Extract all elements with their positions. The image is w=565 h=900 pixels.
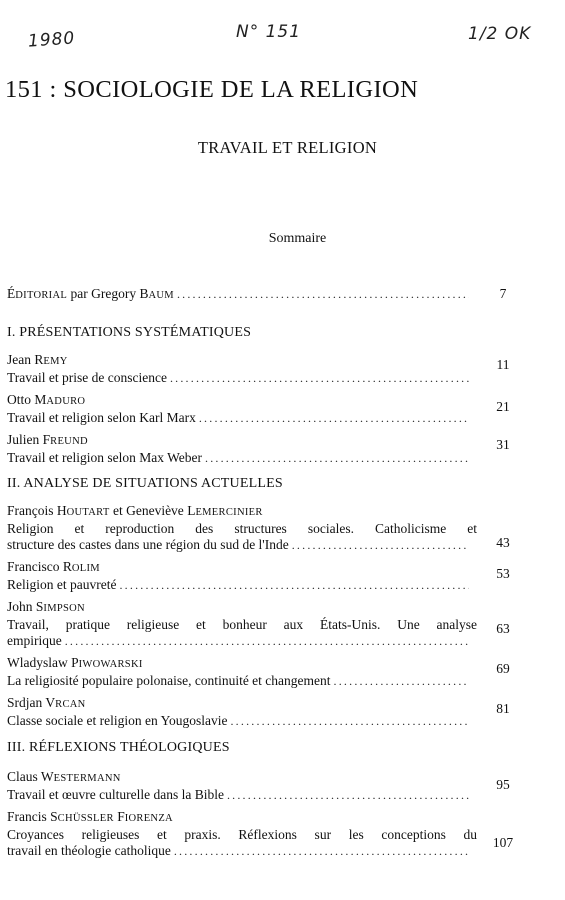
page-number: 63 xyxy=(496,621,510,636)
page-number: 11 xyxy=(496,357,510,372)
toc-entry xyxy=(7,503,527,553)
handwritten-status: 1/2 OK xyxy=(468,24,532,44)
page-number: 81 xyxy=(496,701,510,716)
page-number: 43 xyxy=(496,535,510,550)
author-name: Otto MADURO xyxy=(7,392,86,407)
author-name: Srdjan VRCAN xyxy=(7,695,86,710)
article-title-cont: structure des castes dans une région du sud de l'Inde xyxy=(7,537,289,552)
dot-leader xyxy=(205,450,469,466)
page-number: 7 xyxy=(499,286,507,301)
article-title: Travail et œuvre culturelle dans la Bible xyxy=(7,787,224,802)
dot-leader xyxy=(174,843,469,859)
author-name: Julien FREUND xyxy=(7,432,88,447)
dot-leader xyxy=(65,633,469,649)
dot-leader xyxy=(334,673,469,689)
article-title-cont: travail en théologie catholique xyxy=(7,843,171,858)
toc-entry xyxy=(7,695,527,729)
article-title: Croyances religieuses et praxis. Réflexions sur les conceptions du xyxy=(7,827,477,842)
sommaire-heading: Sommaire xyxy=(268,231,327,246)
page-number: 95 xyxy=(496,777,510,792)
handwritten-issue-number: N° 151 xyxy=(236,22,302,42)
article-title: La religiosité populaire polonaise, continuité et changement xyxy=(7,673,331,688)
toc-entry xyxy=(7,655,527,689)
author-name: Francisco ROLIM xyxy=(7,559,100,574)
article-title: Classe sociale et religion en Yougoslavie xyxy=(7,713,228,728)
toc-entry xyxy=(7,392,527,426)
toc-entry xyxy=(7,769,527,803)
section-heading-2: II. ANALYSE DE SITUATIONS ACTUELLES xyxy=(7,476,283,491)
page-number: 53 xyxy=(496,566,510,581)
article-title: Religion et reproduction des structures sociales. Catholicisme et xyxy=(7,521,477,536)
article-title: Travail et religion selon Karl Marx xyxy=(7,410,196,425)
author-name: François HOUTART et Geneviève LEMERCINIER xyxy=(7,503,263,518)
article-title: Religion et pauvreté xyxy=(7,577,117,592)
page-number: 107 xyxy=(492,835,514,850)
toc-entry-editorial: ÉDITORIAL par Gregory BAUM ..... 7 xyxy=(7,286,527,318)
dot-leader xyxy=(199,410,469,426)
section-heading-1: I. PRÉSENTATIONS SYSTÉMATIQUES xyxy=(7,325,252,340)
author-name: John SIMPSON xyxy=(7,599,85,614)
page-subtitle: TRAVAIL ET RELIGION xyxy=(197,138,378,157)
dot-leader xyxy=(119,577,469,593)
article-title: Travail et religion selon Max Weber xyxy=(7,450,202,465)
page-number: 31 xyxy=(496,437,510,452)
article-title: Travail et prise de conscience xyxy=(7,370,167,385)
page-number: 69 xyxy=(496,661,510,676)
dot-leader xyxy=(227,787,469,803)
dot-leader xyxy=(170,370,469,386)
article-title-cont: empirique xyxy=(7,633,62,648)
toc-entry xyxy=(7,559,527,593)
dot-leader xyxy=(230,713,469,729)
page-title: 151 : SOCIOLOGIE DE LA RELIGION xyxy=(5,76,419,103)
page-number: 21 xyxy=(496,399,510,414)
toc-entry xyxy=(7,599,527,649)
handwritten-year: 1980 xyxy=(27,28,76,52)
dot-leader xyxy=(177,286,469,302)
toc-entry xyxy=(7,432,527,466)
table-of-contents xyxy=(7,276,527,859)
dot-leader xyxy=(292,537,469,553)
author-name: Wladyslaw PIWOWARSKI xyxy=(7,655,143,670)
toc-entry xyxy=(7,809,527,859)
author-name: Francis SCHÜSSLER FIORENZA xyxy=(7,809,173,824)
author-name: Jean REMY xyxy=(7,352,68,367)
section-heading-3: III. RÉFLEXIONS THÉOLOGIQUES xyxy=(7,740,230,755)
article-title: Travail, pratique religieuse et bonheur aux États-Unis. Une analyse xyxy=(7,617,477,632)
toc-entry xyxy=(7,352,527,386)
author-name: Claus WESTERMANN xyxy=(7,769,121,784)
